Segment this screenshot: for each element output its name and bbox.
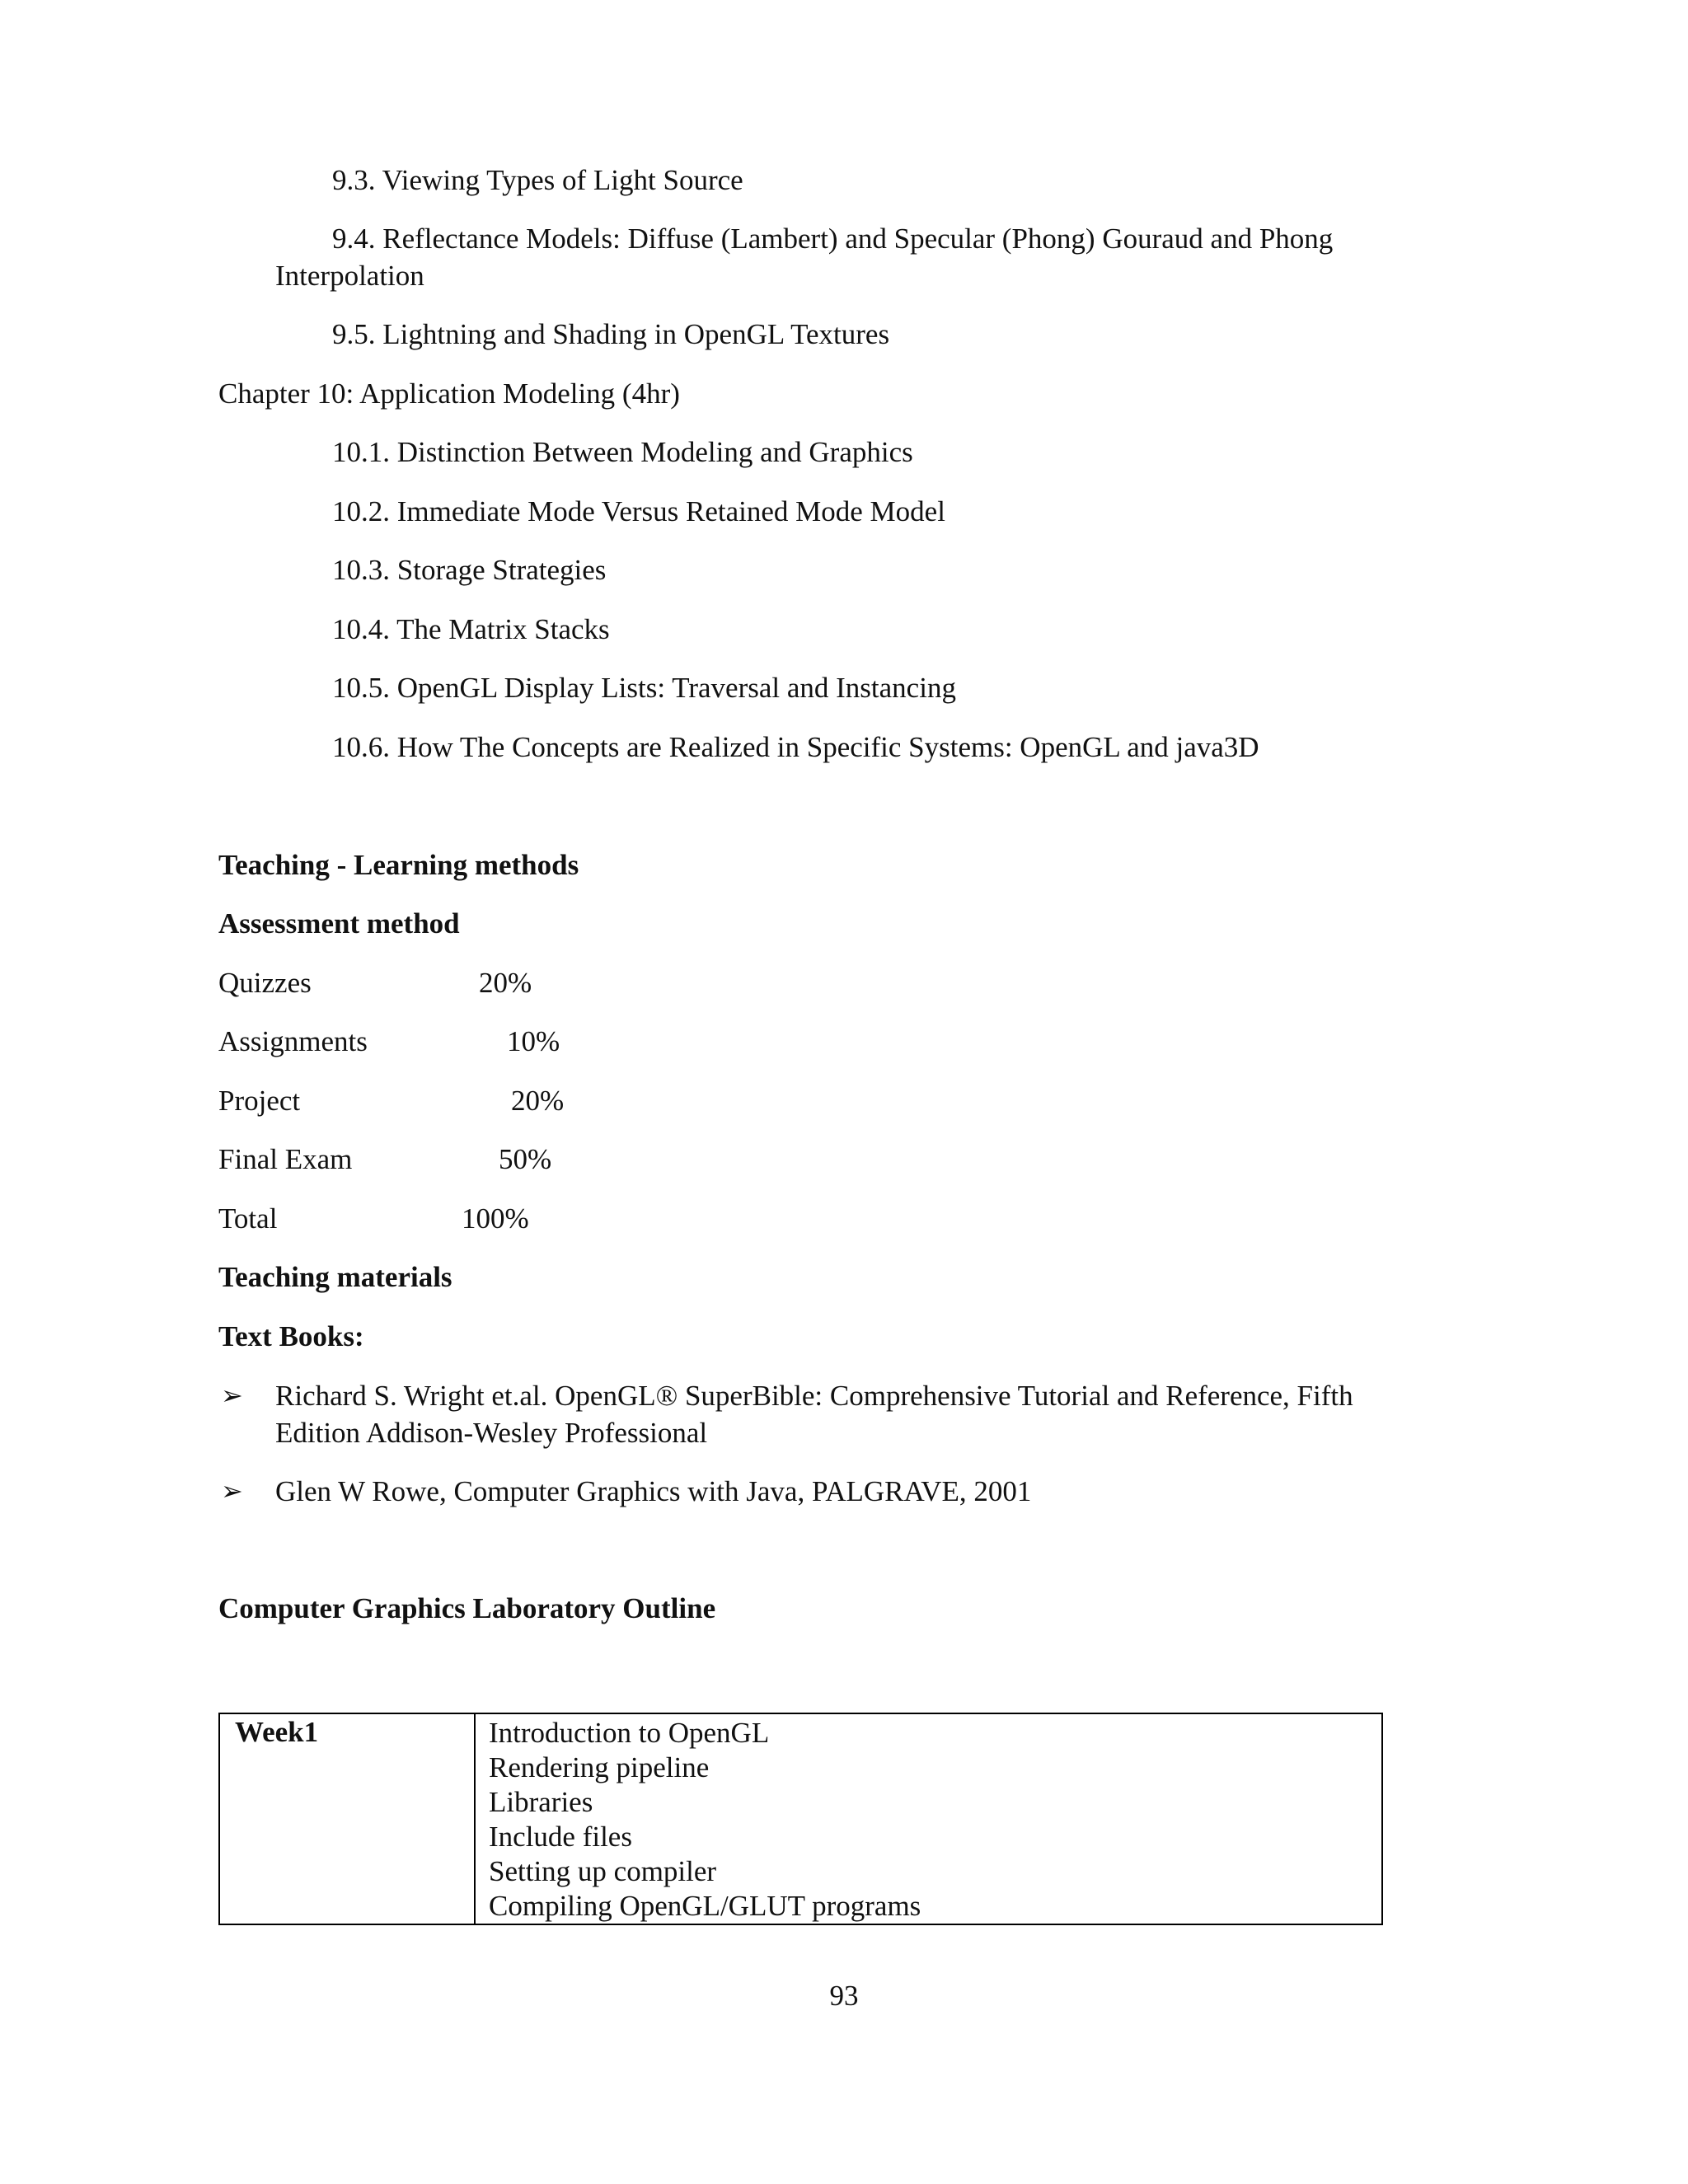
outline-item-10-6: 10.6. How The Concepts are Realized in Specific Systems: OpenGL and java3D — [332, 731, 1259, 763]
lab-topic: Introduction to OpenGL — [489, 1717, 770, 1749]
book-item-1-line-2: Edition Addison-Wesley Professional — [275, 1417, 708, 1449]
assessment-value-quizzes: 20% — [479, 967, 532, 999]
assessment-label-project: Project — [218, 1085, 301, 1117]
assessment-value-total: 100% — [462, 1202, 529, 1235]
assessment-value-project: 20% — [511, 1085, 565, 1117]
outline-item-10-4: 10.4. The Matrix Stacks — [332, 613, 610, 645]
assessment-label-total: Total — [218, 1202, 278, 1235]
lab-topic: Libraries — [489, 1786, 593, 1818]
assessment-label-assignments: Assignments — [218, 1025, 368, 1057]
assessment-label-final-exam: Final Exam — [218, 1143, 353, 1175]
outline-item-10-1: 10.1. Distinction Between Modeling and Graphics — [332, 436, 913, 468]
outline-item-9-4-continued: Interpolation — [275, 260, 424, 292]
week-cell: Week1 — [219, 1713, 475, 1924]
bullet-arrow-icon: ➢ — [221, 1476, 243, 1506]
book-item-2: Glen W Rowe, Computer Graphics with Java, PALGRAVE, 2001 — [275, 1475, 1032, 1507]
outline-item-9-4: 9.4. Reflectance Models: Diffuse (Lambert) and Specular (Phong) Gouraud and Phong — [332, 223, 1334, 255]
assessment-heading: Assessment method — [218, 907, 460, 940]
outline-item-10-2: 10.2. Immediate Mode Versus Retained Mode Model — [332, 495, 945, 527]
assessment-value-final-exam: 50% — [499, 1143, 552, 1175]
book-item-1-line-1: Richard S. Wright et.al. OpenGL® SuperBible: Comprehensive Tutorial and Reference, Fifth — [275, 1380, 1353, 1412]
teaching-learning-heading: Teaching - Learning methods — [218, 849, 579, 881]
topics-cell — [475, 1713, 1382, 1924]
lab-topic: Setting up compiler — [489, 1855, 717, 1887]
lab-outline-table — [218, 1713, 1383, 1925]
page-number: 93 — [829, 1980, 859, 2012]
outline-item-9-3: 9.3. Viewing Types of Light Source — [332, 164, 743, 196]
lab-topic: Include files — [489, 1821, 632, 1853]
bullet-arrow-icon: ➢ — [221, 1380, 243, 1410]
teaching-materials-heading: Teaching materials — [218, 1261, 452, 1293]
outline-item-10-5: 10.5. OpenGL Display Lists: Traversal and Instancing — [332, 672, 956, 704]
assessment-value-assignments: 10% — [507, 1025, 560, 1057]
text-books-heading: Text Books: — [218, 1320, 364, 1352]
outline-item-9-5: 9.5. Lightning and Shading in OpenGL Textures — [332, 318, 890, 350]
chapter-10-heading: Chapter 10: Application Modeling (4hr) — [218, 377, 680, 410]
lab-outline-heading: Computer Graphics Laboratory Outline — [218, 1592, 716, 1624]
assessment-label-quizzes: Quizzes — [218, 967, 312, 999]
outline-item-10-3: 10.3. Storage Strategies — [332, 554, 607, 586]
table-row — [219, 1713, 1382, 1924]
lab-topic: Rendering pipeline — [489, 1751, 710, 1783]
lab-topic: Compiling OpenGL/GLUT programs — [489, 1890, 921, 1922]
